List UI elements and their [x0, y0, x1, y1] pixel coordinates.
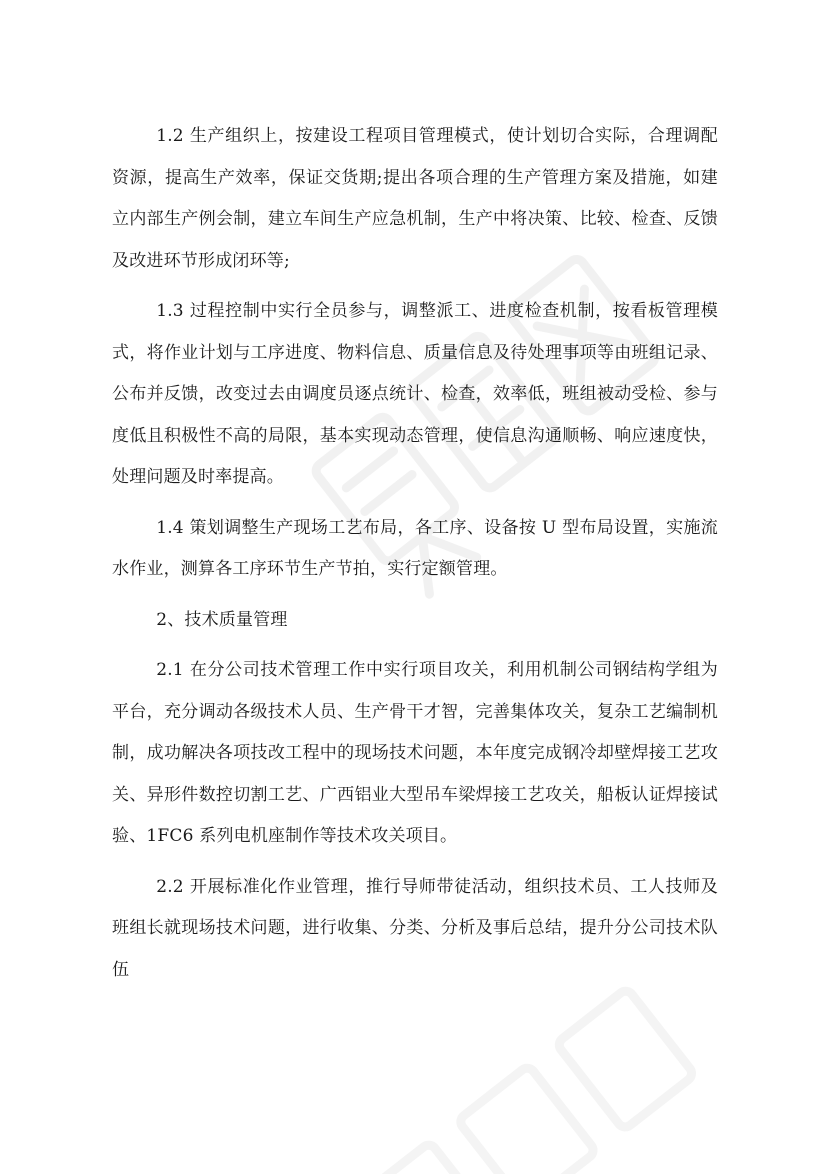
section-heading-technical-quality: 2、技术质量管理 [156, 609, 288, 630]
paragraph-2-2: 2.2 开展标准化作业管理，推行导师带徒活动，组织技术员、工人技师及班组长就现场技术问题，进行收集、分类、分析及事后总结，提升分公司技术队伍 [112, 876, 718, 980]
paragraph-1-3: 1.3 过程控制中实行全员参与，调整派工、进度检查机制，按看板管理模式，将作业计划与工序进度、物料信息、质量信息及待处理事项等由班组记录、公布并反馈，改变过去由调度员逐点统计、检查，效率低，班组被动受检、参与度低且积极性不高的局限，基本实现动态管理，使信息沟通顺畅、响应速度快，处理问题及时率提高。 [112, 301, 718, 487]
watermark-logo-bottom [331, 960, 729, 1174]
document-body [112, 116, 718, 991]
paragraph-1-4: 1.4 策划调整生产现场工艺布局，各工序、设备按 U 型布局设置，实施流水作业，测算各工序环节生产节拍，实行定额管理。 [112, 517, 718, 579]
paragraph-1-2: 1.2 生产组织上，按建设工程项目管理模式，使计划切合实际，合理调配资源，提高生产效率，保证交货期;提出各项合理的生产管理方案及措施，如建立内部生产例会制，建立车间生产应急机制，生产中将决策、比较、检查、反馈及改进环节形成闭环等; [112, 126, 718, 271]
paragraph-2-1: 2.1 在分公司技术管理工作中实行项目攻关，利用机制公司钢结构学组为平台，充分调动各级技术人员、生产骨干才智，完善集体攻关，复杂工艺编制机制，成功解决各项技改工程中的现场技术问题，本年度完成钢冷却壁焊接工艺攻关、异形件数控切割工艺、广西铝业大型吊车梁焊接工艺攻关，船板认证焊接试验、1FC6 系列电机座制作等技术攻关项目。 [112, 660, 718, 846]
